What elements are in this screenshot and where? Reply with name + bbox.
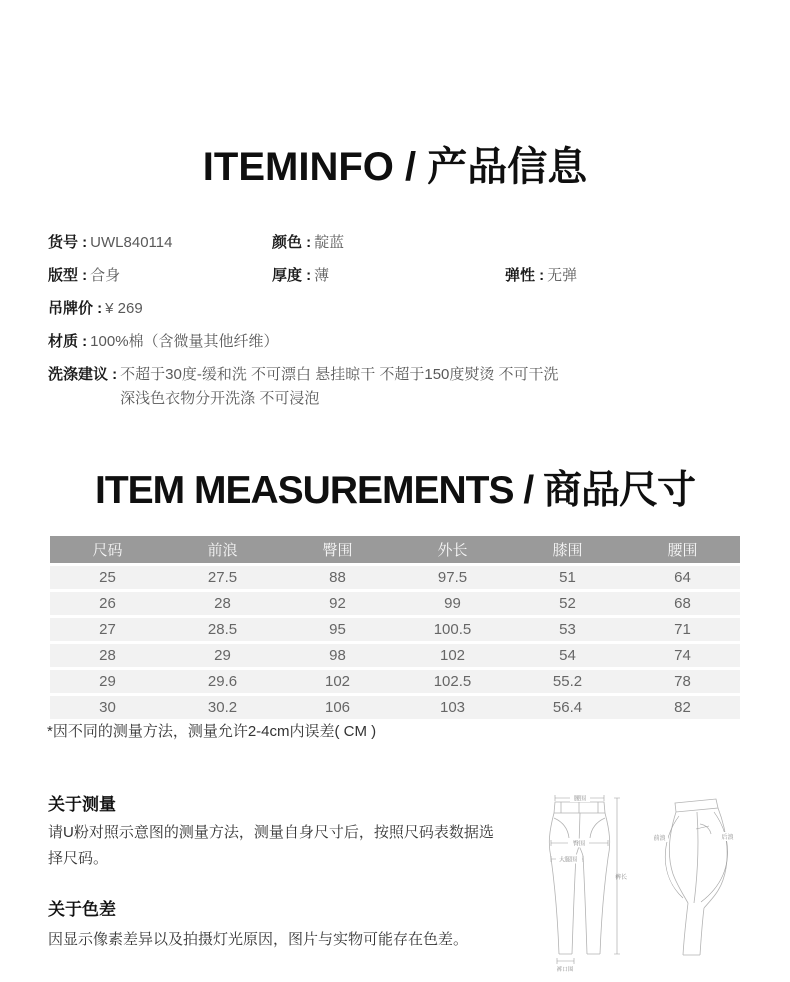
field-value: ¥ 269 <box>105 300 143 317</box>
cell: 54 <box>510 643 625 669</box>
diagram-label-hip: 臀围 <box>572 841 586 848</box>
cell: 56.4 <box>510 695 625 721</box>
cell: 97.5 <box>395 565 510 591</box>
cell: 27 <box>50 617 165 643</box>
item-measurements-title: ITEM MEASUREMENTS / 商品尺寸 <box>94 469 696 512</box>
field-item-no <box>48 231 172 252</box>
cell: 78 <box>625 669 740 695</box>
col-header-length: 外长 <box>395 536 510 565</box>
field-label: 货号 : <box>48 234 88 251</box>
diagram-label-back-rise: 后浪 <box>721 835 734 841</box>
table-row <box>50 669 740 695</box>
table-row <box>50 695 740 721</box>
item-info-title: ITEMINFO / 产品信息 <box>202 145 588 189</box>
field-value: 靛蓝 <box>314 234 345 251</box>
field-value: 薄 <box>314 267 330 284</box>
cell: 88 <box>280 565 395 591</box>
cell: 55.2 <box>510 669 625 695</box>
cell: 28 <box>165 591 280 617</box>
cell: 92 <box>280 591 395 617</box>
field-label: 版型 : <box>48 267 88 284</box>
cell: 52 <box>510 591 625 617</box>
cell: 95 <box>280 617 395 643</box>
field-tag-price <box>48 297 143 318</box>
table-row <box>50 617 740 643</box>
cell: 74 <box>625 643 740 669</box>
cell: 25 <box>50 565 165 591</box>
info-row <box>48 297 758 330</box>
cell: 64 <box>625 565 740 591</box>
field-color <box>272 231 344 252</box>
cell: 30 <box>50 695 165 721</box>
cell: 51 <box>510 565 625 591</box>
field-fit <box>48 264 120 285</box>
cell: 53 <box>510 617 625 643</box>
cell: 71 <box>625 617 740 643</box>
cell: 29.6 <box>165 669 280 695</box>
field-wash-advice <box>48 363 758 411</box>
field-value: 100%棉（含微量其他纤维） <box>90 333 279 350</box>
field-value: 无弹 <box>547 267 578 284</box>
cell: 27.5 <box>165 565 280 591</box>
cell: 29 <box>165 643 280 669</box>
field-material <box>48 330 279 351</box>
col-header-knee: 膝围 <box>510 536 625 565</box>
cell: 100.5 <box>395 617 510 643</box>
table-row <box>50 591 740 617</box>
field-value: 合身 <box>90 267 121 284</box>
cell: 68 <box>625 591 740 617</box>
pants-measurement-diagram <box>503 772 785 978</box>
field-label: 吊牌价 : <box>48 300 103 317</box>
info-row <box>48 330 758 363</box>
wash-line-1: 不超于30度-缓和洗 不可漂白 悬挂晾干 不超于150度熨烫 不可干洗 <box>120 366 559 383</box>
cell: 102.5 <box>395 669 510 695</box>
col-header-waist: 腰围 <box>625 536 740 565</box>
field-label: 洗涤建议 : <box>48 366 118 383</box>
col-header-hip: 臀围 <box>280 536 395 565</box>
wash-line-2: 深浅色衣物分开洗涤 不可浸泡 <box>120 390 320 407</box>
about-color-text: 因显示像素差异以及拍摄灯光原因，图片与实物可能存在色差。 <box>48 931 469 948</box>
field-thickness <box>272 264 329 285</box>
field-elasticity <box>505 264 577 285</box>
product-info-block <box>48 231 758 411</box>
col-header-size: 尺码 <box>50 536 165 565</box>
col-header-front-rise: 前浪 <box>165 536 280 565</box>
cell: 102 <box>280 669 395 695</box>
pants-side-view-drawing <box>669 799 727 955</box>
about-color-heading: 关于色差 <box>48 900 116 919</box>
info-row <box>48 231 758 264</box>
cell: 106 <box>280 695 395 721</box>
cell: 26 <box>50 591 165 617</box>
about-measure-heading: 关于测量 <box>48 795 116 814</box>
diagram-label-front-rise: 前浪 <box>653 836 666 842</box>
front-view-dimension-lines <box>551 793 627 973</box>
tolerance-note: *因不同的测量方法，测量允许2-4cm内误差( CM ) <box>47 723 377 740</box>
about-measure-text: 请U粉对照示意图的测量方法，测量自身尺寸后，按照尺码表数据选择尺码。 <box>48 824 494 867</box>
field-label: 厚度 : <box>272 267 312 284</box>
diagram-label-hem: 裤口围 <box>556 967 574 973</box>
field-label: 材质 : <box>48 333 88 350</box>
cell: 98 <box>280 643 395 669</box>
cell: 30.2 <box>165 695 280 721</box>
pants-front-view-drawing <box>549 802 609 954</box>
size-table-header-row <box>50 536 740 565</box>
table-row <box>50 565 740 591</box>
field-value: UWL840114 <box>90 234 173 251</box>
info-row <box>48 264 758 297</box>
field-label: 弹性 : <box>505 267 545 284</box>
wash-advice-text <box>120 363 558 411</box>
diagram-label-thigh: 大腿围 <box>558 857 578 864</box>
table-row <box>50 643 740 669</box>
cell: 29 <box>50 669 165 695</box>
cell: 82 <box>625 695 740 721</box>
diagram-label-waist: 腰围 <box>573 796 587 803</box>
diagram-label-length: 裤长 <box>614 875 628 881</box>
size-chart-table <box>50 536 740 722</box>
cell: 28 <box>50 643 165 669</box>
cell: 28.5 <box>165 617 280 643</box>
cell: 103 <box>395 695 510 721</box>
field-label: 颜色 : <box>272 234 312 251</box>
cell: 99 <box>395 591 510 617</box>
cell: 102 <box>395 643 510 669</box>
